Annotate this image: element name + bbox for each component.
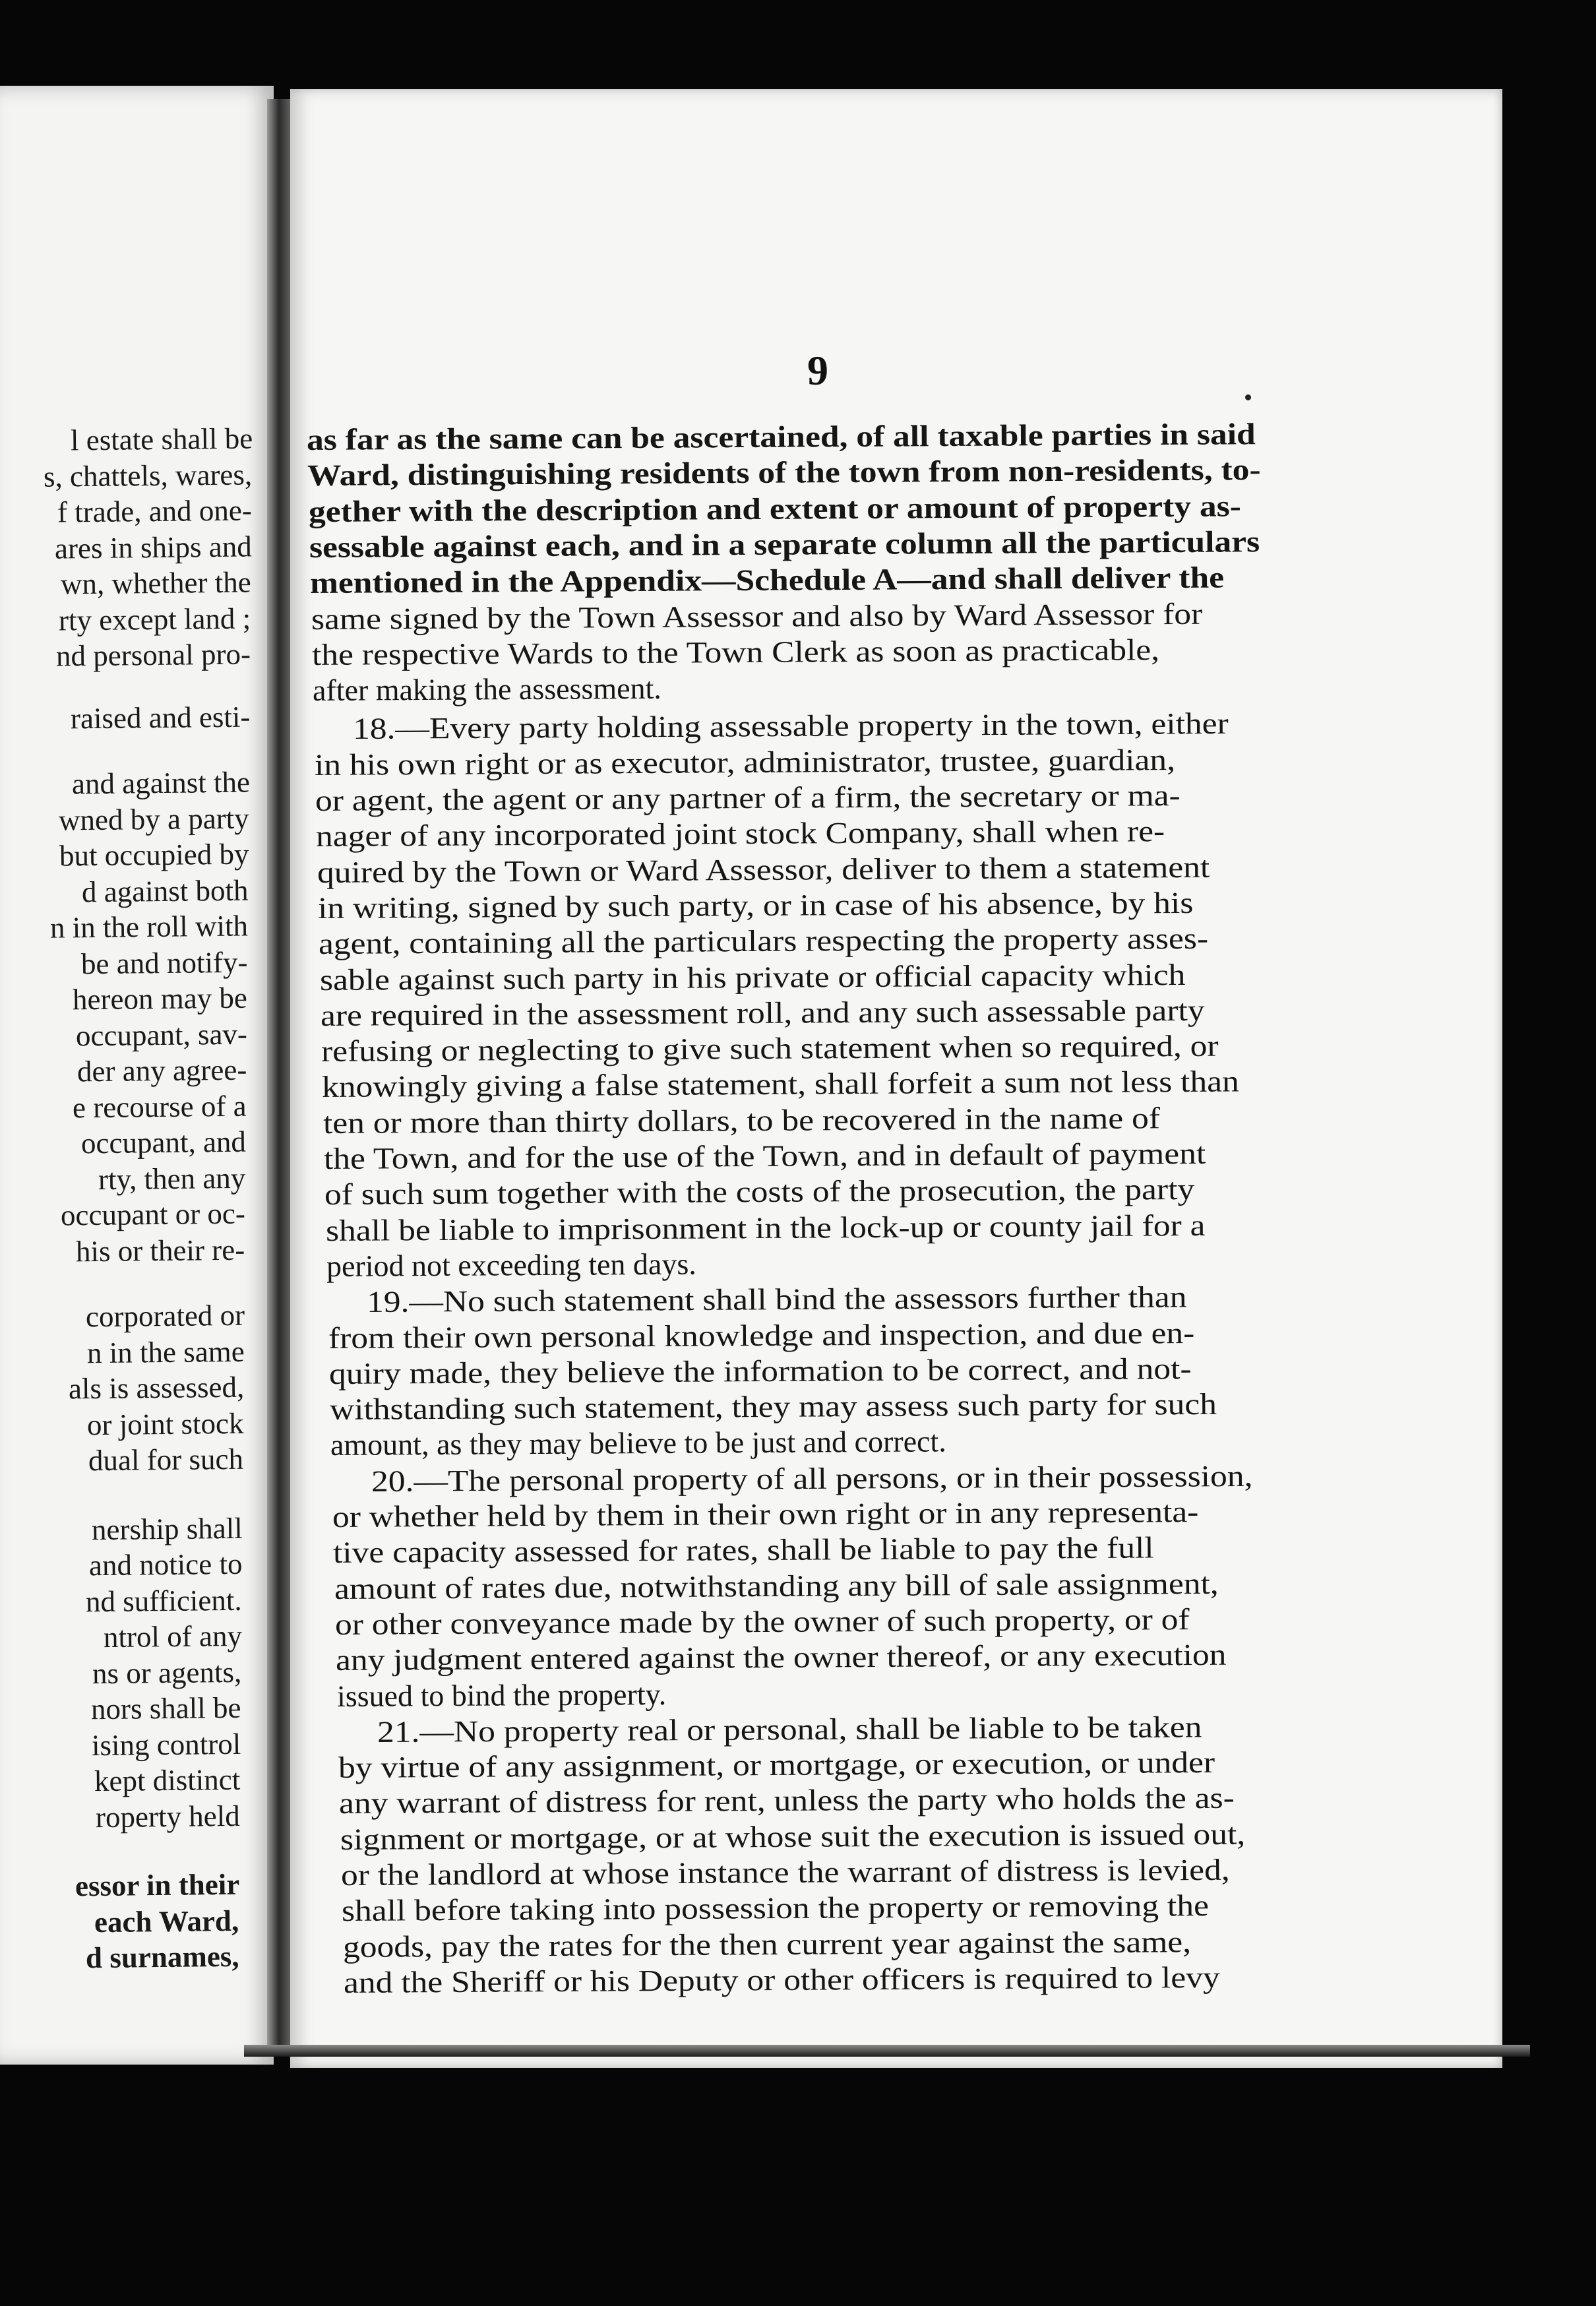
body-line: shall be liable to imprisonment in the lock-up or county jail for a (325, 1208, 1206, 1247)
body-line: in writing, signed by such party, or in case of his absence, by his (317, 885, 1194, 925)
body-line: any warrant of distress for rent, unless the party who holds the as- (339, 1781, 1235, 1821)
left-page-line: d surnames, (85, 1939, 239, 1975)
left-page-line: roperty held (95, 1799, 241, 1834)
left-page-line: corporated or (85, 1298, 245, 1334)
body-line: quired by the Town or Ward Assessor, deliver to them a statement (317, 850, 1210, 889)
body-line: withstanding such statement, they may assess such party for such (329, 1387, 1217, 1427)
left-page-line: f trade, and one- (57, 493, 253, 529)
left-page-line: nors shall be (90, 1691, 241, 1726)
body-line: or other conveyance made by the owner of such property, or of (334, 1602, 1190, 1641)
body-line: 21.—No property real or personal, shall be liable to be taken (377, 1710, 1202, 1749)
body-line: by virtue of any assignment, or mortgage, or execution, or under (338, 1745, 1215, 1785)
left-page-line: s, chattels, wares, (44, 457, 253, 493)
left-page-line: his or their re- (76, 1233, 245, 1268)
body-line: sessable against each, and in a separate column all the particulars (309, 524, 1260, 564)
left-page-line: rty, then any (98, 1161, 246, 1196)
body-line: the respective Wards to the Town Clerk as soon as practicable, (311, 632, 1160, 671)
body-line: in his own right or as executor, administrator, trustee, guardian, (314, 742, 1175, 782)
body-line: same signed by the Town Assessor and also by Ward Assessor for (311, 596, 1202, 636)
body-line: are required in the assessment roll, and any such assessable party (320, 993, 1205, 1032)
body-line: or the landlord at whose instance the warrant of distress is levied, (340, 1852, 1230, 1892)
left-page-line: ising control (91, 1727, 241, 1762)
body-line: or whether held by them in their own right or in any representa- (332, 1494, 1199, 1534)
left-page-line: essor in their (75, 1867, 240, 1903)
left-page-line: and notice to (88, 1547, 243, 1582)
left-page-line: wned by a party (59, 801, 250, 837)
left-page-line: occupant, sav- (75, 1017, 248, 1052)
body-line: knowingly giving a false statement, shall forfeit a sum not less than (322, 1064, 1240, 1104)
body-line: goods, pay the rates for the then current year against the same, (342, 1924, 1191, 1964)
body-line: amount of rates due, notwithstanding any bill of sale assignment, (334, 1566, 1219, 1605)
body-line: and the Sheriff or his Deputy or other officers is required to levy (343, 1960, 1220, 1999)
left-page-line: nd sufficient. (86, 1583, 243, 1618)
body-line: 18.—Every party holding assessable property in the town, either (353, 706, 1229, 746)
page-number: 9 (807, 347, 828, 394)
body-line: the Town, and for the use of the Town, and in default of payment (323, 1136, 1206, 1175)
body-line: 19.—No such statement shall bind the assessors further than (367, 1280, 1187, 1319)
body-line: amount, as they may believe to be just and correct. (330, 1424, 947, 1462)
body-line: after making the assessment. (312, 671, 662, 708)
body-line: 20.—The personal property of all persons, or in their possession, (371, 1458, 1253, 1498)
book-gutter (267, 99, 293, 2045)
left-page-line: ares in ships and (54, 529, 252, 565)
left-page-line: ns or agents, (92, 1655, 242, 1690)
ink-dot-mark (1245, 394, 1251, 400)
left-page-line: occupant or oc- (60, 1197, 246, 1232)
left-page-line: rty except land ; (58, 601, 251, 637)
body-line: any judgment entered against the owner thereof, or any execution (336, 1637, 1227, 1677)
body-line: of such sum together with the costs of the prosecution, the party (324, 1172, 1195, 1212)
body-line: tive capacity assessed for rates, shall be liable to pay the full (333, 1530, 1155, 1570)
body-line: Ward, distinguishing residents of the town from non-residents, to- (307, 452, 1262, 493)
left-page-line: l estate shall be (70, 421, 253, 457)
left-page-line: ntrol of any (103, 1619, 242, 1654)
body-line: shall before taking into possession the property or removing the (342, 1888, 1210, 1928)
body-line: refusing or neglecting to give such statement when so required, or (321, 1028, 1219, 1069)
left-page-line: be and notify- (81, 945, 249, 980)
left-page-line: dual for such (88, 1442, 243, 1478)
body-line: nager of any incorporated joint stock Company, shall when re- (316, 814, 1165, 854)
body-line: as far as the same can be ascertained, of all taxable parties in said (306, 417, 1256, 456)
left-page-line: als is assessed, (68, 1370, 245, 1406)
left-facing-page (0, 86, 274, 2065)
body-line: quiry made, they believe the information to be correct, and not- (328, 1351, 1192, 1390)
left-page-line: wn, whether the (60, 565, 252, 601)
left-page-line: and against the (71, 765, 250, 801)
body-line: signment or mortgage, or at whose suit the execution is issued out, (340, 1817, 1246, 1856)
body-line: mentioned in the Appendix—Schedule A—and shall deliver the (310, 560, 1225, 600)
body-line: sable against such party in his private or official capacity which (319, 957, 1186, 997)
left-page-line: n in the same (86, 1334, 245, 1369)
left-page-line: e recourse of a (72, 1089, 247, 1124)
left-page-line: hereon may be (73, 981, 248, 1016)
body-line: gether with the description and extent or amount of property as- (308, 488, 1241, 528)
body-line: issued to bind the property. (336, 1677, 666, 1713)
left-page-line: or joint stock (86, 1406, 244, 1441)
body-line: period not exceeding ten days. (326, 1247, 696, 1283)
left-page-line: each Ward, (94, 1904, 239, 1939)
page-stack-edge (244, 2045, 1530, 2057)
left-page-line: kept distinct (94, 1762, 241, 1798)
left-page-line: d against both (82, 873, 249, 908)
left-page-line: der any agree- (77, 1053, 247, 1088)
body-line: agent, containing all the particulars respecting the property asses- (319, 921, 1209, 961)
left-page-line: n in the roll with (50, 909, 249, 945)
body-line: or agent, the agent or any partner of a firm, the secretary or ma- (315, 778, 1181, 817)
body-line: ten or more than thirty dollars, to be recovered in the name of (322, 1100, 1160, 1140)
left-page-line: raised and esti- (70, 700, 251, 735)
left-page-line: nership shall (92, 1511, 243, 1546)
body-line: from their own personal knowledge and inspection, and due en- (328, 1315, 1195, 1355)
left-page-line: occupant, and (80, 1125, 247, 1160)
left-page-line: nd personal pro- (55, 637, 251, 673)
left-page-line: but occupied by (59, 837, 249, 873)
